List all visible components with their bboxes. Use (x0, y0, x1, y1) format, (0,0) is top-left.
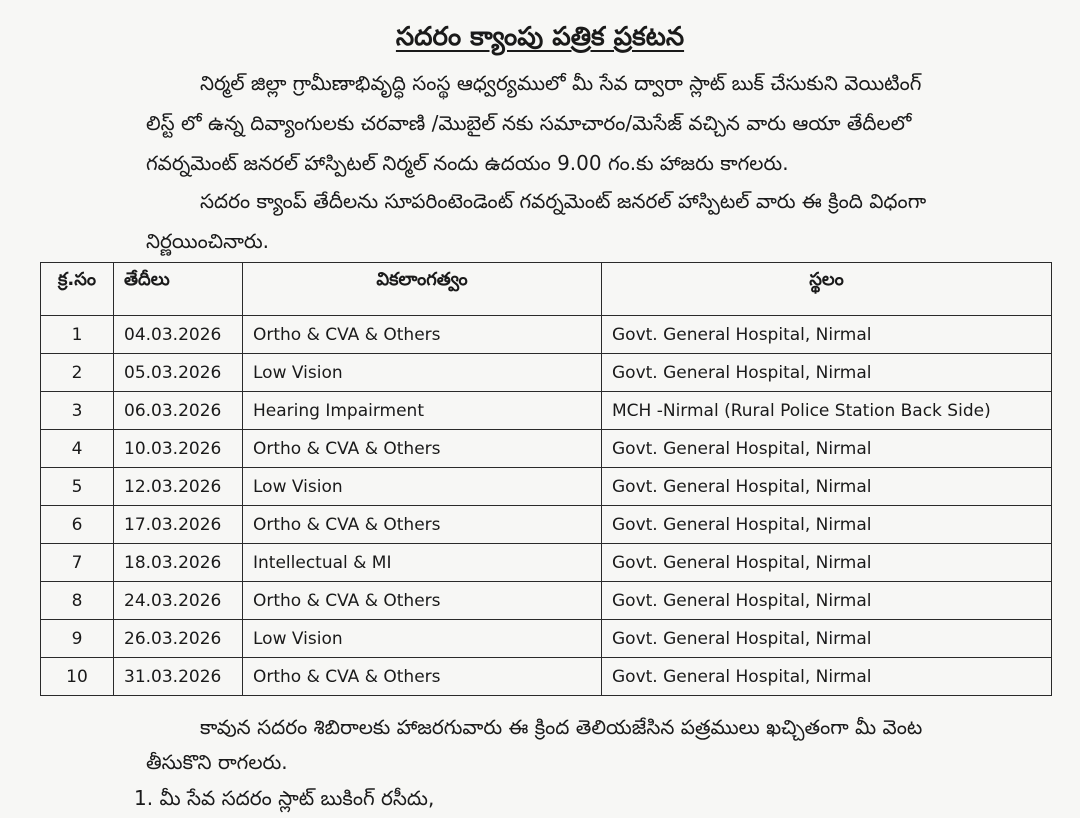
requirement-item-1: 1. మీ సేవ సదరం స్లాట్ బుకింగ్ రసీదు, (134, 786, 435, 810)
cell-date: 26.03.2026 (114, 620, 243, 658)
cell-serial-number: 4 (41, 430, 114, 468)
cell-serial-number: 1 (41, 316, 114, 354)
cell-date: 05.03.2026 (114, 354, 243, 392)
table-row (41, 658, 1052, 696)
cell-place: Govt. General Hospital, Nirmal (602, 354, 1052, 392)
cell-date: 10.03.2026 (114, 430, 243, 468)
cell-date: 24.03.2026 (114, 582, 243, 620)
cell-disability: Ortho & CVA & Others (243, 506, 602, 544)
cell-place: Govt. General Hospital, Nirmal (602, 658, 1052, 696)
cell-place: Govt. General Hospital, Nirmal (602, 430, 1052, 468)
page-title (0, 20, 1080, 54)
cell-serial-number: 7 (41, 544, 114, 582)
table-header-row (41, 263, 1052, 316)
table-row (41, 620, 1052, 658)
footer-line-2: తీసుకొని రాగలరు. (146, 750, 288, 774)
cell-serial-number: 9 (41, 620, 114, 658)
cell-date: 04.03.2026 (114, 316, 243, 354)
cell-place: Govt. General Hospital, Nirmal (602, 506, 1052, 544)
header-disability: వికలాంగత్వం (243, 263, 602, 316)
cell-place: Govt. General Hospital, Nirmal (602, 582, 1052, 620)
footer-line-1: కావున సదరం శిబిరాలకు హాజరగువారు ఈ క్రింద తెలియజేసిన పత్రములు ఖచ్చితంగా మీ వెంట (200, 715, 923, 739)
cell-serial-number: 3 (41, 392, 114, 430)
table-row (41, 468, 1052, 506)
cell-disability: Low Vision (243, 620, 602, 658)
cell-disability: Ortho & CVA & Others (243, 316, 602, 354)
cell-disability: Ortho & CVA & Others (243, 582, 602, 620)
cell-date: 18.03.2026 (114, 544, 243, 582)
cell-disability: Low Vision (243, 354, 602, 392)
cell-disability: Hearing Impairment (243, 392, 602, 430)
cell-place: Govt. General Hospital, Nirmal (602, 544, 1052, 582)
cell-place: Govt. General Hospital, Nirmal (602, 620, 1052, 658)
cell-place: MCH -Nirmal (Rural Police Station Back Side) (602, 392, 1052, 430)
table-row (41, 392, 1052, 430)
table-row (41, 354, 1052, 392)
cell-disability: Low Vision (243, 468, 602, 506)
cell-date: 31.03.2026 (114, 658, 243, 696)
cell-disability: Intellectual & MI (243, 544, 602, 582)
table-row (41, 316, 1052, 354)
cell-place: Govt. General Hospital, Nirmal (602, 316, 1052, 354)
intro-line-3: గవర్నమెంట్ జనరల్ హాస్పిటల్ నిర్మల్ నందు ఉదయం 9.00 గం.కు హాజరు కాగలరు. (146, 151, 789, 175)
cell-date: 17.03.2026 (114, 506, 243, 544)
cell-date: 12.03.2026 (114, 468, 243, 506)
cell-serial-number: 2 (41, 354, 114, 392)
table-row (41, 582, 1052, 620)
cell-serial-number: 6 (41, 506, 114, 544)
cell-disability: Ortho & CVA & Others (243, 658, 602, 696)
header-dates: తేదీలు (114, 263, 243, 316)
cell-serial-number: 8 (41, 582, 114, 620)
intro-line-1: నిర్మల్ జిల్లా గ్రామీణాభివృద్ధి సంస్థ ఆధ్వర్యములో మీ సేవ ద్వారా స్లాట్ బుక్ చేసుకుని వెయిటింగ్ (200, 71, 922, 95)
table-row (41, 430, 1052, 468)
schedule-line-2: నిర్ణయించినారు. (146, 229, 269, 253)
camp-schedule-table (40, 262, 1052, 696)
page-title-text: సదరం క్యాంపు పత్రిక ప్రకటన (395, 22, 685, 52)
table-row (41, 506, 1052, 544)
cell-date: 06.03.2026 (114, 392, 243, 430)
schedule-line-1: సదరం క్యాంప్ తేదీలను సూపరింటెండెంట్ గవర్నమెంట్ జనరల్ హాస్పిటల్ వారు ఈ క్రింది విధంగా (200, 189, 927, 213)
cell-disability: Ortho & CVA & Others (243, 430, 602, 468)
cell-serial-number: 10 (41, 658, 114, 696)
intro-line-2: లిస్ట్ లో ఉన్న దివ్యాంగులకు చరవాణి /మొబైల్ నకు సమాచారం/మెసేజ్ వచ్చిన వారు ఆయా తేదీలలో (146, 111, 912, 135)
cell-place: Govt. General Hospital, Nirmal (602, 468, 1052, 506)
cell-serial-number: 5 (41, 468, 114, 506)
header-place: స్థలం (602, 263, 1052, 316)
table-row (41, 544, 1052, 582)
header-serial-number: క్ర.సం (41, 263, 114, 316)
